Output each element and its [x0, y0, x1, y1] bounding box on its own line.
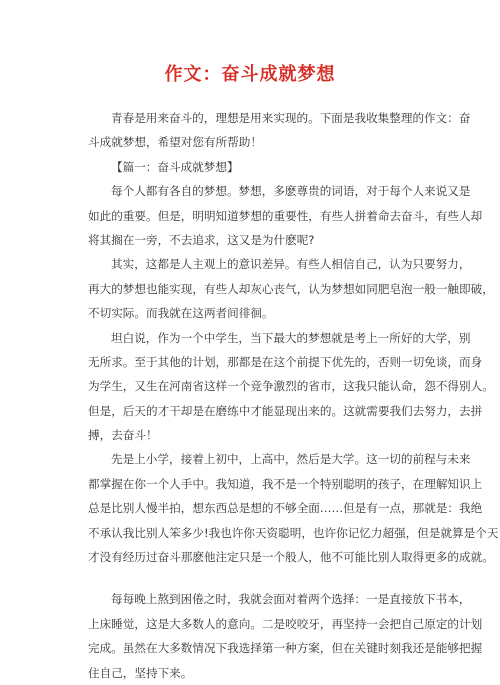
section-heading: 【篇一：奋斗成就梦想】	[111, 159, 239, 174]
text-line: 才没有经历过奋斗那麽他注定只是一个般人，他不可能比别人取得更多的成就。	[88, 550, 494, 565]
text-line: 青春是用来奋斗的，理想是用来实现的。下面是我收集整理的作文：奋	[111, 111, 471, 125]
text-line: 将其搁在一旁，不去追求，这又是为什麽呢?	[88, 232, 315, 247]
text-line: 完成。虽然在大多数情况下我选择第一种方案，但在关键时刻我还是能够把握	[88, 641, 483, 656]
text-line: 都掌握在你一个人手中。我知道，我不是一个特别聪明的孩子，在理解知识上	[88, 476, 483, 491]
text-line: 每个人都有各自的梦想。梦想，多麽尊贵的词语，对于每个人来说又是	[111, 184, 471, 199]
text-line: 每每晚上熬到困倦之时，我就会面对着两个选择：一是直接放下书本，	[111, 592, 471, 607]
article-title: 作文：奋斗成就梦想	[164, 64, 336, 85]
text-line: 斗成就梦想，希望对您有所帮助！	[88, 135, 262, 150]
text-line: 住自己，坚持下来。	[88, 665, 193, 680]
text-line: 先是上小学，接着上初中，上高中，然后是大学。这一切的前程与未来	[111, 452, 471, 467]
text-line: 如此的重要。但是，明明知道梦想的重要性，有些人拼着命去奋斗，有些人却	[88, 208, 483, 223]
text-line: 不切实际。而我就在这两者间徘徊。	[88, 306, 274, 321]
text-line: 无所求。至于其他的计划，那都是在这个前提下优先的，否则一切免谈，而身	[88, 354, 483, 369]
article-body	[88, 106, 499, 685]
text-line: 其实，这都是人主观上的意识差异。有些人相信自己，认为只要努力，	[111, 257, 471, 272]
text-line: 搏，去奋斗！	[88, 428, 158, 443]
text-line: 再大的梦想也能实现，有些人却灰心丧气，认为梦想如同肥皂泡一般一触即破，	[88, 281, 494, 296]
text-line: 为学生，又生在河南省这样一个竞争激烈的省市，这我只能认命，怨不得别人。	[88, 379, 494, 394]
text-line: 不承认我比别人笨多少!我也许你天资聪明，也许你记忆力超强，但是就算是个天	[88, 525, 499, 540]
paragraph-gap	[88, 569, 424, 587]
text-line: 总是比别人慢半拍，想东西总是想的不够全面……但是有一点，那就是：我绝	[88, 501, 483, 516]
text-line: 上床睡觉，这是大多数人的意向。二是咬咬牙，再坚持一会把自己原定的计划	[88, 616, 483, 631]
text-line: 坦白说，作为一个中学生，当下最大的梦想就是考上一所好的大学，别	[111, 330, 471, 345]
text-line: 但是，后天的才干却是在磨练中才能显现出来的。这就需要我们去努力，去拼	[88, 403, 483, 418]
